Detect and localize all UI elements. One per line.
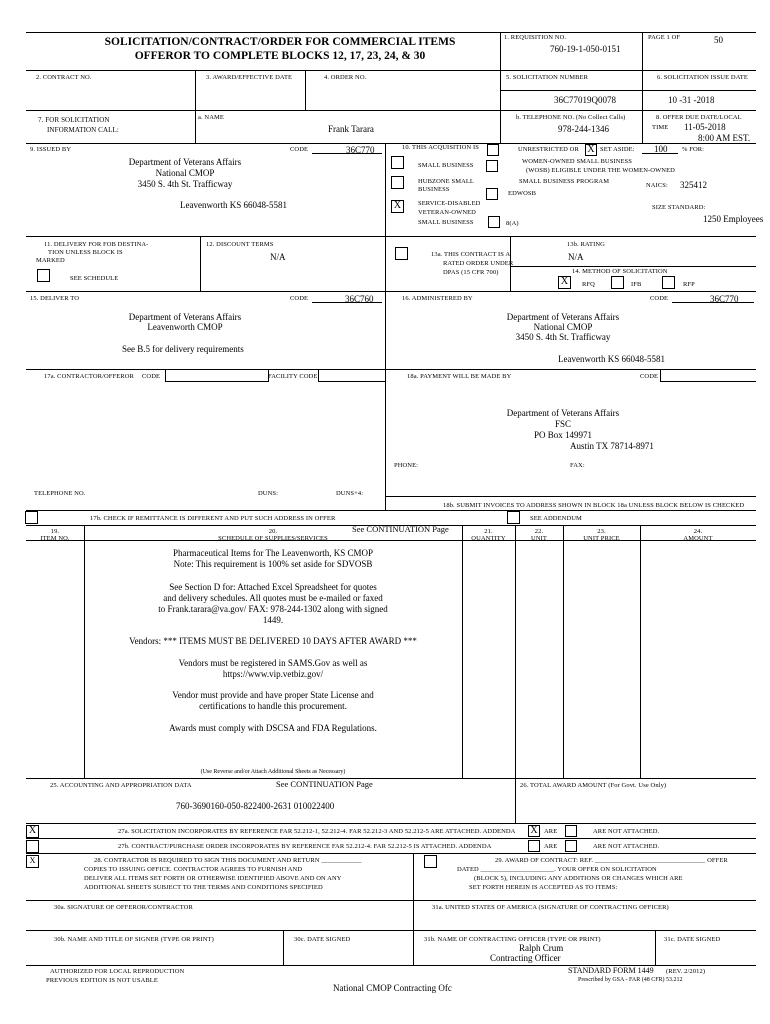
payment-line3: PO Box 149971 xyxy=(533,430,592,440)
divider xyxy=(305,70,306,110)
sdvosb-label-3: SMALL BUSINESS xyxy=(418,219,474,226)
clause-27a-are-mark: X xyxy=(530,825,538,836)
col20-num: 20. xyxy=(268,528,278,535)
payment-fax-label: FAX: xyxy=(570,462,585,469)
clause-27a-are: ARE xyxy=(544,828,558,835)
clause-27a-are-checkbox[interactable] xyxy=(528,825,540,837)
sig-31c-label: 31c. DATE SIGNED xyxy=(664,936,721,943)
schedule-text-11: certifications to handle this procurement. xyxy=(199,701,347,711)
footer-office: National CMOP Contracting Ofc xyxy=(333,983,452,993)
clause-28-mark: X xyxy=(29,856,36,865)
schedule-text-7: Vendors: *** ITEMS MUST BE DELIVERED 10 DAYS AFTER AWARD *** xyxy=(129,636,417,646)
sdvosb-checkbox[interactable] xyxy=(391,200,404,213)
phone-label: b. TELEPHONE NO. (No Collect Calls) xyxy=(516,114,626,121)
divider xyxy=(500,90,756,91)
divider xyxy=(413,900,414,965)
eight-a-checkbox[interactable] xyxy=(488,216,500,228)
deliver-line3: See B.5 for delivery requirements xyxy=(122,344,244,354)
clause-29-line4: SET FORTH HEREIN IS ACCEPTED AS TO ITEMS: xyxy=(469,884,618,891)
remittance-label: 17b. CHECK IF REMITTANCE IS DIFFERENT AND PUT SUCH ADDRESS IN OFFER xyxy=(90,515,336,522)
duns-label: DUNS: xyxy=(258,490,279,497)
divider xyxy=(26,823,756,824)
divider xyxy=(26,778,756,779)
divider xyxy=(385,496,756,497)
naics-value: 325412 xyxy=(680,180,707,190)
clause-28-checkbox[interactable] xyxy=(26,855,39,868)
schedule-text-10: Vendor must provide and have proper State License and xyxy=(172,690,374,700)
form-title-line2: OFFEROR TO COMPLETE BLOCKS 12, 17, 23, 24, & 30 xyxy=(134,50,426,62)
offer-due-label: 8. OFFER DUE DATE/LOCAL xyxy=(656,114,742,121)
accounting-value: 760-3690160-050-822400-2631 010022400 xyxy=(176,801,335,811)
footer-authorized: AUTHORIZED FOR LOCAL REPRODUCTION xyxy=(50,968,185,975)
schedule-continuation: See CONTINUATION Page xyxy=(352,524,449,534)
issued-by-label: 9. ISSUED BY xyxy=(30,146,72,153)
delivery-label-2: TION UNLESS BLOCK IS xyxy=(48,249,123,256)
sig-30a-label: 30a. SIGNATURE OF OFFEROR/CONTRACTOR xyxy=(54,904,193,911)
facility-code-label: FACILITY CODE xyxy=(268,373,318,380)
officer-signature-field[interactable] xyxy=(415,912,755,929)
offer-due-time: 8:00 AM EST. xyxy=(698,133,751,143)
col21-num: 21. xyxy=(484,528,493,535)
delivery-label-1: 11. DELIVERY FOR FOB DESTINA- xyxy=(44,241,149,248)
small-business-label: SMALL BUSINESS xyxy=(418,162,474,169)
clause-27b-checkbox[interactable] xyxy=(26,840,39,853)
eight-a-label: 8(A) xyxy=(506,220,519,227)
divider xyxy=(563,525,564,778)
requisition-label: 1. REQUISITION NO. xyxy=(504,34,567,41)
divider xyxy=(26,291,756,292)
sdvosb-label-1: SERVICE-DISABLED xyxy=(418,200,481,207)
deliver-code-value: 36C760 xyxy=(345,294,374,304)
footer-previous-edition: PREVIOUS EDITION IS NOT USABLE xyxy=(46,977,158,984)
divider xyxy=(26,838,756,839)
accounting-label: 25. ACCOUNTING AND APPROPRIATION DATA xyxy=(50,782,192,789)
clause-29-checkbox[interactable] xyxy=(424,855,437,868)
divider xyxy=(515,525,516,778)
payment-line4: Austin TX 78714-8971 xyxy=(570,441,654,451)
sig-30c-label: 30c. DATE SIGNED xyxy=(294,936,351,943)
clause-27b-are-checkbox[interactable] xyxy=(528,840,540,852)
divider xyxy=(642,32,643,143)
remittance-checkbox[interactable] xyxy=(25,511,38,524)
clause-28-line1: 28. CONTRACTOR IS REQUIRED TO SIGN THIS DOCUMENT AND RETURN ____________ xyxy=(94,857,362,864)
clause-29-line3: (BLOCK 5), INCLUDING ANY ADDITIONS OR CHANGES WHICH ARE xyxy=(474,875,683,882)
edwosb-checkbox[interactable] xyxy=(486,188,498,200)
issued-line3: 3450 S. 4th St. Trafficway xyxy=(137,179,233,189)
discount-terms-value: N/A xyxy=(270,252,286,262)
sig-31a-label: 31a. UNITED STATES OF AMERICA (SIGNATURE OF CONTRACTING OFFICER) xyxy=(432,904,669,911)
method-label: 14. METHOD OF SOLICITATION xyxy=(572,268,668,275)
rfq-checkbox[interactable] xyxy=(558,276,571,289)
schedule-text-3: See Section D for: Attached Excel Spreadsheet for quotes xyxy=(169,582,377,592)
page-label: PAGE 1 OF xyxy=(648,34,681,41)
schedule-text-8: Vendors must be registered in SAMS.Gov as well as xyxy=(178,658,368,668)
col19-num: 19. xyxy=(50,528,60,535)
clause-29-line1: 29. AWARD OF CONTRACT: REF. _________________________________ OFFER xyxy=(495,857,728,864)
size-standard-value: 1250 Employees xyxy=(703,214,764,224)
payment-line2: FSC xyxy=(554,419,571,429)
clause-29-line2: DATED ______________________. YOUR OFFER ON SOLICITATION xyxy=(457,866,657,873)
see-schedule-label: SEE SCHEDULE xyxy=(70,275,119,282)
divider xyxy=(385,143,386,510)
schedule-text-9: https://www.vip.vetbiz.gov/ xyxy=(222,669,324,679)
divider xyxy=(385,236,756,237)
clause-27a-checkbox[interactable] xyxy=(26,825,39,838)
divider xyxy=(510,266,756,267)
form-top-border xyxy=(26,32,756,33)
clause-27b-arenot-checkbox[interactable] xyxy=(565,840,577,852)
divider xyxy=(26,853,756,854)
see-schedule-checkbox[interactable] xyxy=(37,269,50,282)
schedule-text-4: and delivery schedules. All quotes must be e-mailed or faxed xyxy=(163,593,383,603)
clause-27a-mark: X xyxy=(28,825,37,836)
col24-num: 24. xyxy=(693,528,703,535)
sdvosb-label-2: VETERAN-OWNED xyxy=(418,209,476,216)
ifb-label: IFB xyxy=(631,281,642,288)
clause-28-line3: DELIVER ALL ITEMS SET FORTH OR OTHERWISE IDENTIFIED ABOVE AND ON ANY xyxy=(84,875,342,882)
payment-code-field[interactable] xyxy=(660,369,756,382)
rating-value: N/A xyxy=(568,252,584,262)
clause-27a-arenot: ARE NOT ATTACHED. xyxy=(593,828,660,835)
total-award-label: 26. TOTAL AWARD AMOUNT (For Govt. Use Only) xyxy=(520,782,667,789)
solicitation-date-value: 10 -31 -2018 xyxy=(668,95,715,105)
requisition-value: 760-19-1-050-0151 xyxy=(550,44,621,54)
col23-label: UNIT PRICE xyxy=(583,535,620,542)
clause-27b-are: ARE xyxy=(544,843,558,850)
rating-label: 13b. RATING xyxy=(567,241,605,248)
divider xyxy=(26,930,756,931)
divider xyxy=(640,525,641,778)
divider xyxy=(413,853,414,900)
divider xyxy=(283,930,284,965)
info-call-label: 7. FOR SOLICITATION xyxy=(38,116,110,124)
offeror-signature-field[interactable] xyxy=(26,912,411,929)
addendum-checkbox[interactable] xyxy=(507,511,520,524)
deliver-line1: Department of Veterans Affairs xyxy=(128,312,242,322)
small-business-checkbox[interactable] xyxy=(391,156,404,169)
unrestricted-checkbox[interactable] xyxy=(487,144,499,156)
contact-phone: 978-244-1346 xyxy=(558,124,609,134)
award-date-label: 3. AWARD/EFFECTIVE DATE xyxy=(206,74,293,81)
set-aside-pct: 100 xyxy=(654,144,668,154)
accounting-continuation: See CONTINUATION Page xyxy=(276,779,373,789)
col20-label: SCHEDULE OF SUPPLIES/SERVICES xyxy=(218,535,328,542)
footer-revision: (REV. 2/2012) xyxy=(666,968,706,975)
hubzone-checkbox[interactable] xyxy=(391,176,404,189)
divider xyxy=(462,525,463,778)
rfq-label: RFQ xyxy=(582,281,595,288)
ifb-checkbox[interactable] xyxy=(611,276,624,289)
col23-num: 23. xyxy=(597,528,606,535)
wosb-checkbox[interactable] xyxy=(486,160,498,172)
rated-order-checkbox[interactable] xyxy=(395,247,408,260)
col24-label: AMOUNT xyxy=(683,535,713,542)
divider xyxy=(26,900,756,901)
issued-code-label: CODE xyxy=(290,146,309,153)
divider xyxy=(26,369,756,370)
divider xyxy=(200,236,201,291)
solicitation-date-label: 6. SOLICITATION ISSUE DATE xyxy=(657,74,748,81)
rated-label-3: DPAS (15 CFR 700) xyxy=(443,269,499,276)
officer-name: Ralph Crum xyxy=(519,943,564,953)
unrestricted-label: UNRESTRICTED OR xyxy=(518,146,579,153)
sig-31b-label: 31b. NAME OF CONTRACTING OFFICER (TYPE OR PRINT) xyxy=(424,936,601,943)
addendum-label: SEE ADDENDUM xyxy=(530,515,582,522)
clause-28-line4: ADDITIONAL SHEETS SUBJECT TO THE TERMS AND CONDITIONS SPECIFIED xyxy=(84,884,323,891)
clause-27b-arenot: ARE NOT ATTACHED. xyxy=(593,843,660,850)
admin-code-value: 36C770 xyxy=(710,294,739,304)
issued-line1: Department of Veterans Affairs xyxy=(128,157,242,167)
admin-city: Leavenworth KS 66048-5581 xyxy=(558,354,665,364)
sig-30b-label: 30b. NAME AND TITLE OF SIGNER (TYPE OR PRINT) xyxy=(54,936,214,943)
set-aside-checkbox[interactable] xyxy=(585,144,597,156)
officer-title: Contracting Officer xyxy=(490,953,561,963)
contractor-label: 17a. CONTRACTOR/OFFEROR xyxy=(44,373,134,380)
col22-num: 22. xyxy=(534,528,544,535)
issued-line2: National CMOP xyxy=(155,168,215,178)
admin-code-label: CODE xyxy=(650,295,669,302)
naics-label: NAICS: xyxy=(646,182,668,189)
divider xyxy=(500,32,501,143)
contact-name: Frank Tarara xyxy=(328,124,374,134)
deliver-to-label: 15. DELIVER TO xyxy=(30,295,80,302)
set-aside-check-mark: X xyxy=(587,144,595,155)
set-aside-label: SET ASIDE: xyxy=(600,146,635,153)
size-standard-label: SIZE STANDARD: xyxy=(652,204,706,211)
payment-phone-label: PHONE: xyxy=(394,462,419,469)
issued-code-value: 36C770 xyxy=(346,145,375,155)
hubzone-label-2: BUSINESS xyxy=(418,186,450,193)
schedule-text-2: Note: This requirement is 100% set aside for SDVOSB xyxy=(173,559,373,569)
info-call-label-2: INFORMATION CALL: xyxy=(47,126,119,134)
solicitation-number-label: 5. SOLICITATION NUMBER xyxy=(506,74,589,81)
col19-label: ITEM NO. xyxy=(40,535,70,542)
admin-line3: 3450 S. 4th St. Trafficway xyxy=(515,332,611,342)
hubzone-label-1: HUBZONE SMALL xyxy=(418,178,475,185)
name-label: a. NAME xyxy=(198,114,224,121)
reverse-note: (Use Reverse and/or Attach Additional Sheets as Necessary) xyxy=(200,769,346,775)
administered-by-label: 16. ADMINISTERED BY xyxy=(402,295,473,302)
acquisition-label: 10. THIS ACQUISITION IS xyxy=(402,144,479,151)
pct-for-label: % FOR: xyxy=(682,146,705,153)
wosb-label-2: (WOSB) ELIGIBLE UNDER THE WOMEN-OWNED xyxy=(526,167,675,174)
sdvosb-check-mark: X xyxy=(393,200,402,211)
payment-code-label: CODE xyxy=(640,373,659,380)
submit-invoices-label: 18b. SUBMIT INVOICES TO ADDRESS SHOWN IN BLOCK 18a UNLESS BLOCK BELOW IS CHECKED xyxy=(443,502,745,509)
contractor-code-label: CODE xyxy=(142,373,161,380)
facility-code-field[interactable] xyxy=(318,369,385,382)
deliver-code-label: CODE xyxy=(290,295,309,302)
rfp-label: RFP xyxy=(683,281,695,288)
deliver-line2: Leavenworth CMOP xyxy=(147,322,223,332)
payment-line1: Department of Veterans Affairs xyxy=(506,408,620,418)
footer-form-number: STANDARD FORM 1449 xyxy=(568,966,654,975)
rfp-checkbox[interactable] xyxy=(662,276,675,289)
divider xyxy=(655,930,656,965)
payment-label: 18a. PAYMENT WILL BE MADE BY xyxy=(407,373,512,380)
clause-27a-arenot-checkbox[interactable] xyxy=(565,825,577,837)
divider xyxy=(195,70,196,143)
schedule-text-12: Awards must comply with DSCSA and FDA Regulations. xyxy=(169,723,377,733)
divider xyxy=(26,510,756,511)
discount-terms-label: 12. DISCOUNT TERMS xyxy=(206,241,274,248)
clause-27a: 27a. SOLICITATION INCORPORATES BY REFERENCE FAR 52.212-1, 52.212-4. FAR 52.212-3 AND 52.212-5 ARE ATTACHED. ADDENDA xyxy=(118,828,516,835)
solicitation-number-value: 36C77019Q0078 xyxy=(554,95,617,105)
clause-27b: 27b. CONTRACT/PURCHASE ORDER INCORPORATES BY REFERENCE FAR 52.212-4. FAR 52.212-5 IS ATTACHED. ADDENDA xyxy=(118,843,492,850)
wosb-label-3: SMALL BUSINESS PROGRAM xyxy=(519,178,610,185)
offer-due-date: 11-05-2018 xyxy=(684,122,726,132)
duns4-label: DUNS+4: xyxy=(336,490,364,497)
schedule-text-6: 1449. xyxy=(262,615,284,625)
schedule-text-1: Pharmaceutical Items for The Leavenworth, KS CMOP xyxy=(172,548,374,558)
time-label: TIME xyxy=(652,124,669,131)
admin-line1: Department of Veterans Affairs xyxy=(506,312,620,322)
order-no-label: 4. ORDER NO. xyxy=(324,74,367,81)
col21-label: QUANTITY xyxy=(471,535,506,542)
divider xyxy=(515,778,516,823)
rated-label-2: RATED ORDER UNDER xyxy=(443,260,514,267)
schedule-text-5: to Frank.tarara@va.gov/ FAX: 978-244-1302 along with signed xyxy=(158,604,388,614)
contract-no-label: 2. CONTRACT NO. xyxy=(36,74,92,81)
rfq-check-mark: X xyxy=(560,276,569,287)
form-title-line1: SOLICITATION/CONTRACT/ORDER FOR COMMERCIAL ITEMS xyxy=(104,36,456,48)
divider xyxy=(26,70,756,71)
admin-line2: National CMOP xyxy=(533,322,593,332)
contractor-code-field[interactable] xyxy=(165,369,269,382)
edwosb-label: EDWOSB xyxy=(508,190,537,197)
rated-label-1: 13a. THIS CONTRACT IS A xyxy=(431,251,511,258)
clause-28-line2: COPIES TO ISSUING OFFICE. CONTRACTOR AGREES TO FURNISH AND xyxy=(84,866,303,873)
contractor-phone-label: TELEPHONE NO. xyxy=(34,490,86,497)
divider xyxy=(26,110,756,111)
delivery-label-3: MARKED xyxy=(36,257,65,264)
wosb-label-1: WOMEN-OWNED SMALL BUSINESS xyxy=(522,158,632,165)
footer-prescribed: Prescribed by GSA - FAR (48 CFR) 53.212 xyxy=(578,977,683,983)
issued-city: Leavenworth KS 66048-5581 xyxy=(180,200,287,210)
page-total: 50 xyxy=(714,35,723,45)
col22-label: UNIT xyxy=(531,535,547,542)
